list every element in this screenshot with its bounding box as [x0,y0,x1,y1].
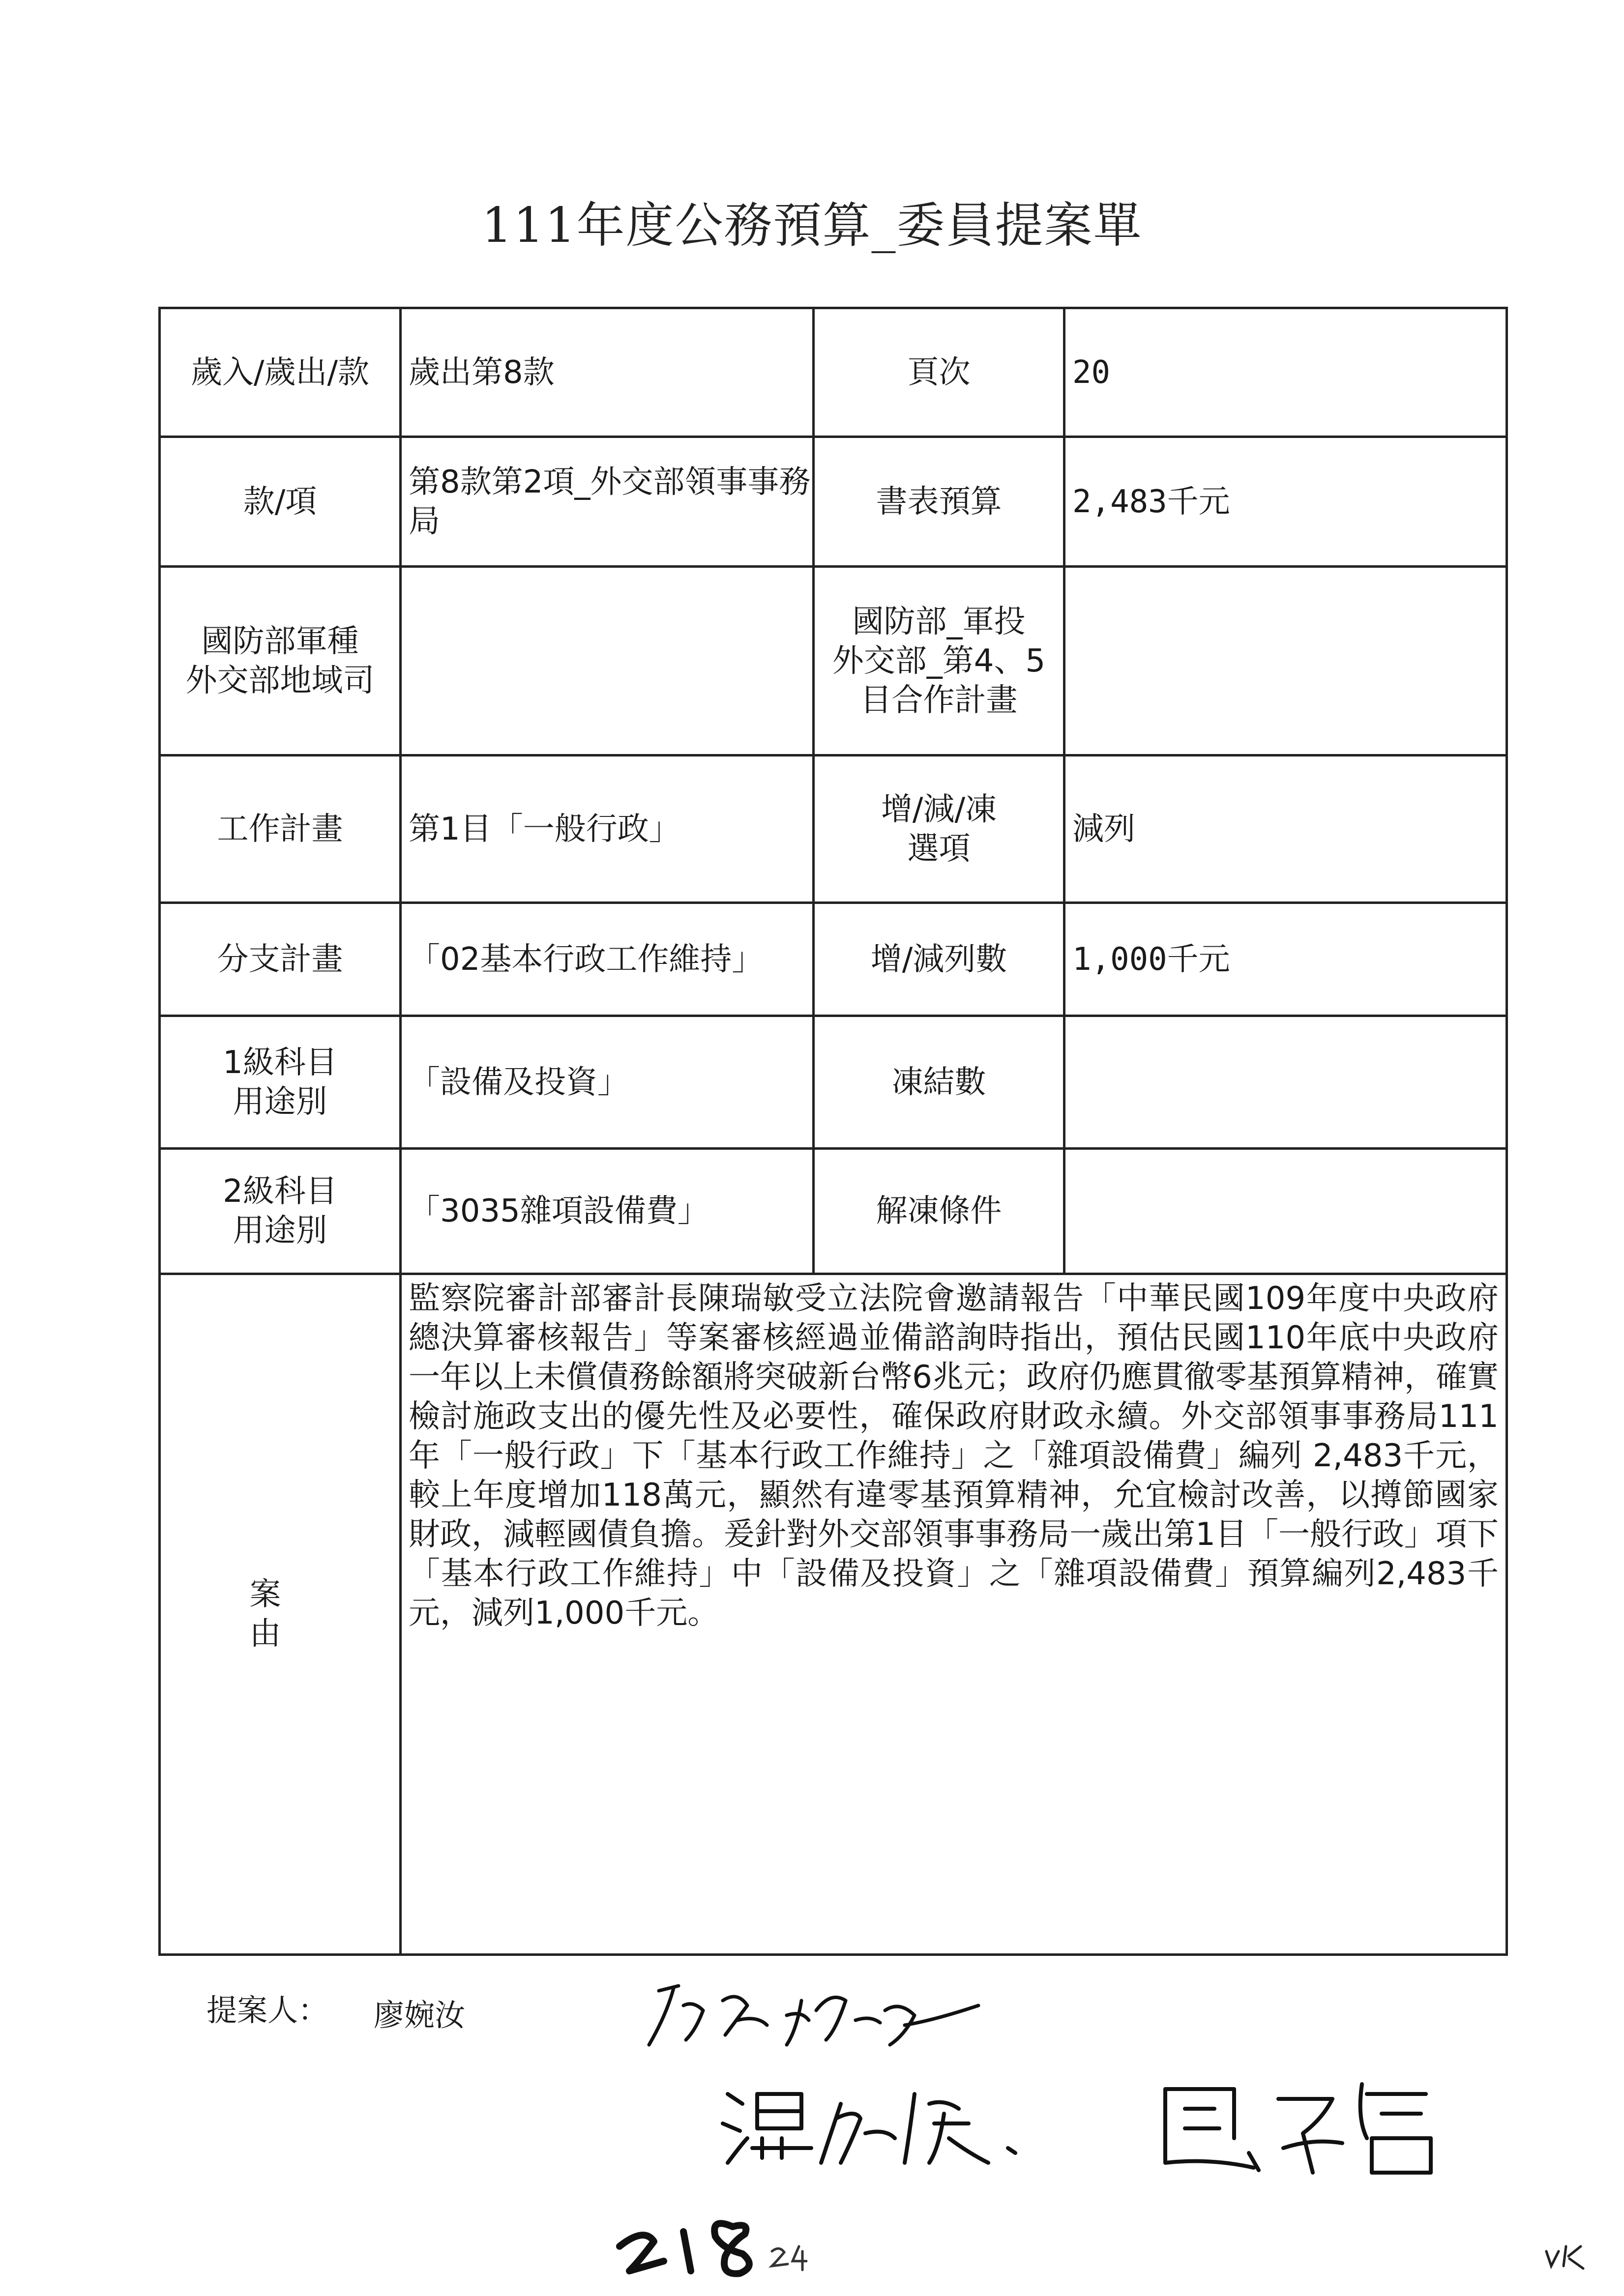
page-mark-image [610,2187,816,2276]
field-label: 2級科目 用途別 [160,1149,401,1274]
field-value: 第8款第2項_外交部領事事務局 [401,437,814,567]
field-label: 1級科目 用途別 [160,1016,401,1149]
field-label: 增/減/凍 選項 [814,756,1064,903]
field-value: 1,000千元 [1064,903,1507,1016]
field-label: 國防部_軍投 外交部_第4、5 目合作計畫 [814,567,1064,756]
field-value: 「3035雜項設備費」 [401,1149,814,1274]
field-label: 解凍條件 [814,1149,1064,1274]
field-label: 款/項 [160,437,401,567]
field-value: 第1目「一般行政」 [401,756,814,903]
field-label: 頁次 [814,308,1064,437]
field-value [401,567,814,756]
field-label: 工作計畫 [160,756,401,903]
field-value [1064,1016,1507,1149]
signature-3-image [1136,2064,1455,2182]
reason-label: 案由 [160,1274,401,1955]
field-label: 國防部軍種 外交部地域司 [160,567,401,756]
field-value: 「設備及投資」 [401,1016,814,1149]
field-label: 書表預算 [814,437,1064,567]
field-value [1064,1149,1507,1274]
proposal-form-table [158,307,1508,1956]
field-value: 「02基本行政工作維持」 [401,903,814,1016]
corner-mark-image [1539,2237,1593,2276]
form-row [160,903,1507,1016]
field-value: 減列 [1064,756,1507,903]
field-label: 增/減列數 [814,903,1064,1016]
field-label: 凍結數 [814,1016,1064,1149]
form-row [160,1149,1507,1274]
form-row [160,1016,1507,1149]
form-row [160,437,1507,567]
field-value [1064,567,1507,756]
field-label: 分支計畫 [160,903,401,1016]
signature-1-image [639,1971,993,2055]
field-value: 歲出第8款 [401,308,814,437]
form-row [160,308,1507,437]
form-row [160,756,1507,903]
reason-text: 監察院審計部審計長陳瑞敏受立法院會邀請報告「中華民國109年度中央政府總決算審核報告」等案審核經過並備諮詢時指出，預估民國110年底中央政府一年以上未償債務餘額將突破新台幣6兆元；政府仍應貫徹零基預算精神，確實檢討施政支出的優先性及必要性，確保政府財政永續。外交部領事事務局111年「一般行政」下「基本行政工作維持」之「雜項設備費」編列 2,483千元，較上年度增加118萬元，顯然有違零基預算精神，允宜檢討改善，以撙節國家財政，減輕國債負擔。爰針對外交部領事事務局一歲出第1目「一般行政」項下「基本行政工作維持」中「設備及投資」之「雜項設備費」預算編列2,483千元，減列1,000千元。 [401,1274,1507,1955]
field-label: 歲入/歲出/款 [160,308,401,437]
proposer-label: 提案人： [207,1992,329,2028]
page-title: 111年度公務預算_委員提案單 [481,198,1143,254]
form-row [160,567,1507,756]
field-value: 20 [1064,308,1507,437]
field-value: 2,483千元 [1064,437,1507,567]
signature-2-image [713,2074,1057,2173]
form-row-reason [160,1274,1507,1955]
proposer-name: 廖婉汝 [374,1997,466,2033]
